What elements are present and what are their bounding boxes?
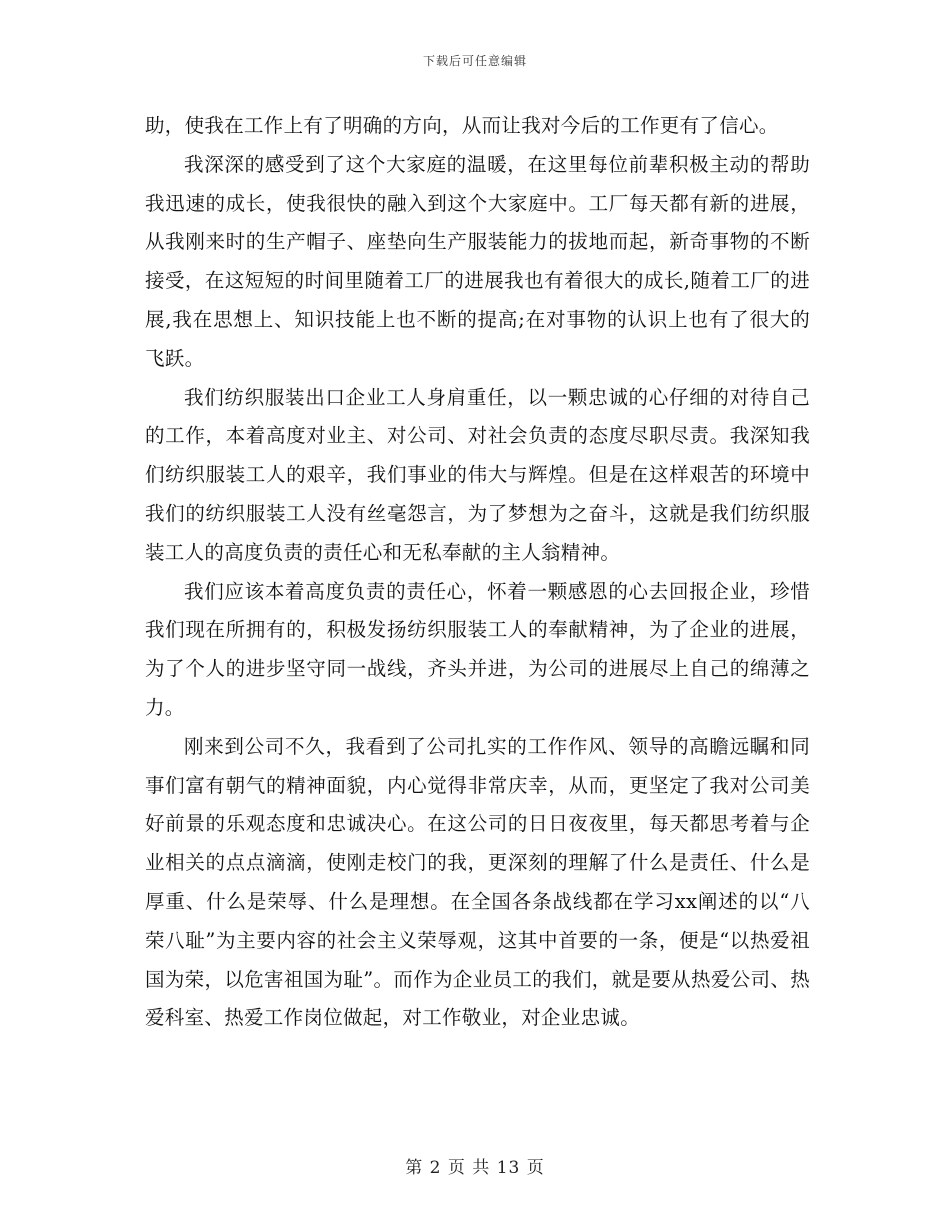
paragraph-4: 我们应该本着高度负责的责任心，怀着一颗感恩的心去回报企业，珍惜我们现在所拥有的，积极发扬纺织服装工人的奉献精神，为了企业的进展，为了个人的进步坚守同一战线，齐头并进，为公司的进展尽上自己的绵薄之力。 bbox=[145, 579, 810, 719]
document-body bbox=[145, 107, 810, 1038]
paragraph-5: 刚来到公司不久，我看到了公司扎实的工作作风、领导的高瞻远瞩和同事们富有朝气的精神面貌，内心觉得非常庆幸，从而，更坚定了我对公司美好前景的乐观态度和忠诚决心。在这公司的日日夜夜里，每天都思考着与企业相关的点点滴滴，使刚走校门的我，更深刻的理解了什么是责任、什么是厚重、什么是荣辱、什么是理想。在全国各条战线都在学习xx阐述的以“八荣八耻”为主要内容的社会主义荣辱观，这其中首要的一条，便是“以热爱祖国为荣，以危害祖国为耻”。而作为企业员工的我们，就是要从热爱公司、热爱科室、热爱工作岗位做起，对工作敬业，对企业忠诚。 bbox=[145, 734, 810, 1030]
paragraph-3: 我们纺织服装出口企业工人身肩重任，以一颗忠诚的心仔细的对待自己的工作，本着高度对业主、对公司、对社会负责的态度尽职尽责。我深知我们纺织服装工人的艰辛，我们事业的伟大与辉煌。但是在这样艰苦的环境中我们的纺织服装工人没有丝毫怨言，为了梦想为之奋斗，这就是我们纺织服装工人的高度负责的责任心和无私奉献的主人翁精神。 bbox=[145, 385, 810, 564]
paragraph-1: 助，使我在工作上有了明确的方向，从而让我对今后的工作更有了信心。 bbox=[145, 114, 779, 137]
page-header: 下载后可任意编辑 bbox=[422, 54, 527, 68]
paragraph-2: 我深深的感受到了这个大家庭的温暖，在这里每位前辈积极主动的帮助我迅速的成长，使我很快的融入到这个大家庭中。工厂每天都有新的进展，从我刚来时的生产帽子、座垫向生产服装能力的拔地而起，新奇事物的不断接受，在这短短的时间里随着工厂的进展我也有着很大的成长,随着工厂的进展,我在思想上、知识技能上也不断的提高;在对事物的认识上也有了很大的飞跃。 bbox=[145, 152, 810, 370]
page-number-footer: 第 2 页 共 13 页 bbox=[405, 1158, 545, 1178]
